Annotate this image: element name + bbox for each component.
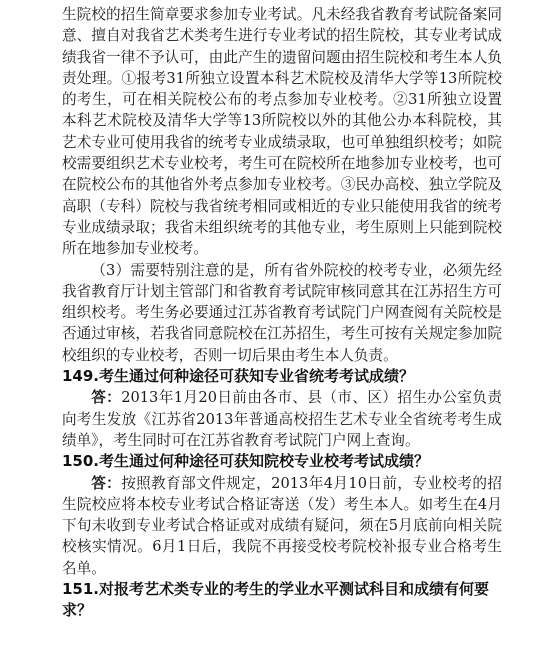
answer-label: 答： (91, 474, 122, 492)
answer-label: 答： (91, 389, 122, 407)
answer-150 (62, 473, 502, 579)
paragraph-note-3: （3）需要特别注意的是，所有省外院校的校考专业，必须先经我省教育厅计划主管部门和省教育考试院审核同意其在江苏招生方可组织校考。考生务必要通过江苏省教育考试院门户网查阅有关院校是否通过审核，若我省同意院校在江苏招生，考生可按有关规定参加院校组织的专业校考，否则一切后果由考生本人负责。 (62, 261, 502, 364)
question-151: 151.对报考艺术类专业的考生的学业水平测试科目和成绩有何要求？ (62, 580, 490, 620)
paragraph-continued: 生院校的招生简章要求参加专业考试。凡未经我省教育考试院备案同意、擅自对我省艺术类考生进行专业考试的招生院校，其专业考试成绩我省一律不予认可，由此产生的遗留问题由招生院校和考生本人负责处理。①报考31所独立设置本科艺术院校及清华大学等13所院校的考生，可在相关院校公布的考点参加专业校考。②31所独立设置本科艺术院校及清华大学等13所院校以外的其他公办本科院校，其艺术专业可使用我省的统考专业成绩录取，也可单独组织校考；如院校需要组织艺术专业校考，考生可在院校所在地参加专业校考，也可在院校公布的其他省外考点参加专业校考。③民办高校、独立学院及高职（专科）院校与我省统考相同或相近的专业只能使用我省的统考专业成绩录取；我省未组织统考的其他专业，考生原则上只能到院校所在地参加专业校考。 (62, 6, 502, 258)
question-149: 149.考生通过何种途径可获知专业省统考考试成绩？ (62, 367, 415, 386)
question-150: 150.考生通过何种途径可获知院校专业校考考试成绩？ (62, 452, 430, 471)
answer-text: 按照教育部文件规定，2013年4月10日前，专业校考的招生院校应将本校专业考试合格证寄送（发）考生本人。如考生在4月下旬未收到专业考试合格证或对成绩有疑问，须在5月底前向相关院校核实情况。6月1日后，我院不再接受校考院校补报专业合格考生名单。 (62, 474, 502, 577)
document-page (62, 4, 502, 622)
answer-text: 2013年1月20日前由各市、县（市、区）招生办公室负责向考生发放《江苏省2013年普通高校招生艺术专业全省统考考生成绩单》，考生同时可在江苏省教育考试院门户网上查询。 (62, 389, 502, 449)
answer-149 (62, 387, 502, 451)
